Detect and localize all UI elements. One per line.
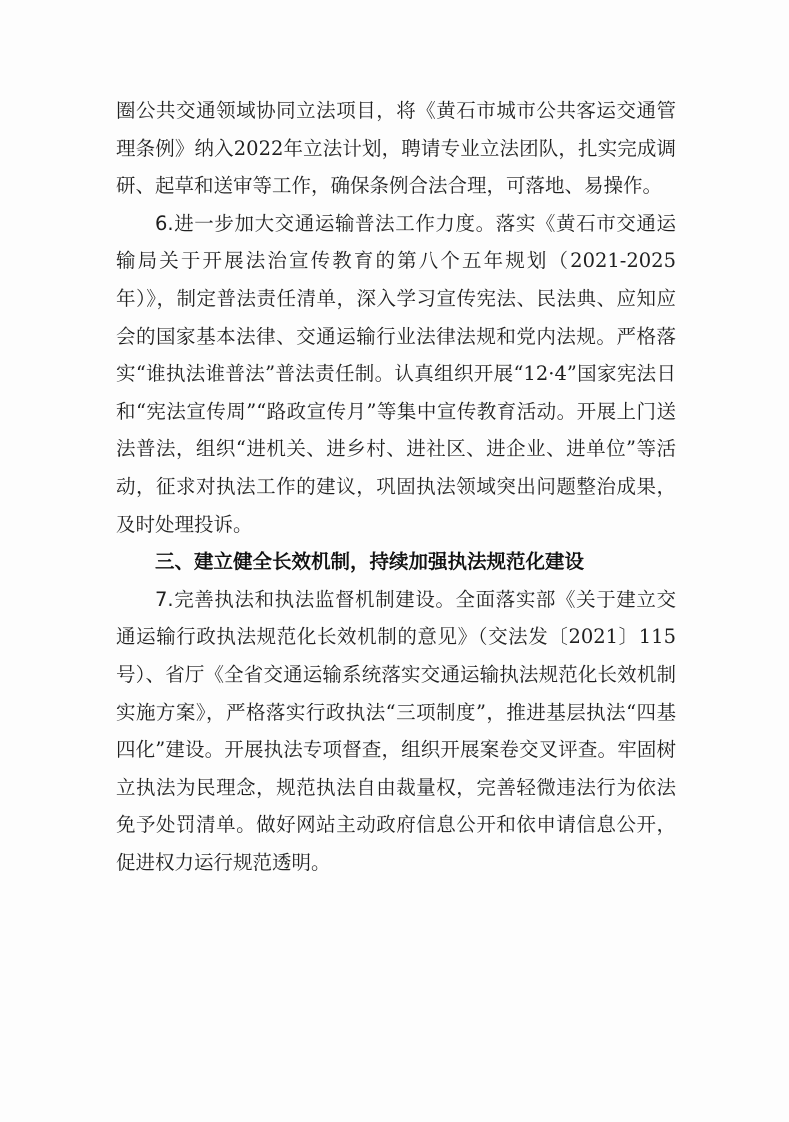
paragraph-lead: 7.完善执法和执法监督机制建设。 bbox=[155, 587, 456, 611]
document-body bbox=[116, 92, 676, 881]
paragraph-text: 全面落实部《关于建立交通运输行政执法规范化长效机制的意见》（交法发〔2021〕115号）、省厅《全省交通运输系统落实交通运输执法规范化长效机制实施方案》，严格落实行政执法“三项制度”，推进基层执法“四基四化”建设。开展执法专项督查，组织开展案卷交叉评查。牢固树立执法为民理念，规范执法自由裁量权，完善轻微违法行为依法免予处罚清单。做好网站主动政府信息公开和依申请信息公开，促进权力运行规范透明。 bbox=[116, 587, 676, 874]
paragraph-item-6 bbox=[116, 205, 676, 543]
paragraph-continuation bbox=[116, 92, 676, 205]
paragraph-text: 落实《黄石市交通运输局关于开展法治宣传教育的第八个五年规划（2021-2025年）》，制定普法责任清单，深入学习宣传宪法、民法典、应知应会的国家基本法律、交通运输行业法律法规和党内法规。严格落实“谁执法谁普法”普法责任制。认真组织开展“12·4”国家宪法日和“宪法宣传周”“路政宣传月”等集中宣传教育活动。开展上门送法普法，组织“进机关、进乡村、进社区、进企业、进单位”等活动，征求对执法工作的建议，巩固执法领域突出问题整治成果，及时处理投诉。 bbox=[116, 211, 676, 536]
paragraph-text: 圈公共交通领域协同立法项目，将《黄石市城市公共客运交通管理条例》纳入2022年立法计划，聘请专业立法团队，扎实完成调研、起草和送审等工作，确保条例合法合理，可落地、易操作。 bbox=[116, 99, 676, 198]
section-heading: 三、建立健全长效机制，持续加强执法规范化建设 bbox=[155, 550, 585, 574]
paragraph-item-7 bbox=[116, 581, 676, 882]
paragraph-lead: 6.进一步加大交通运输普法工作力度。 bbox=[155, 211, 496, 235]
